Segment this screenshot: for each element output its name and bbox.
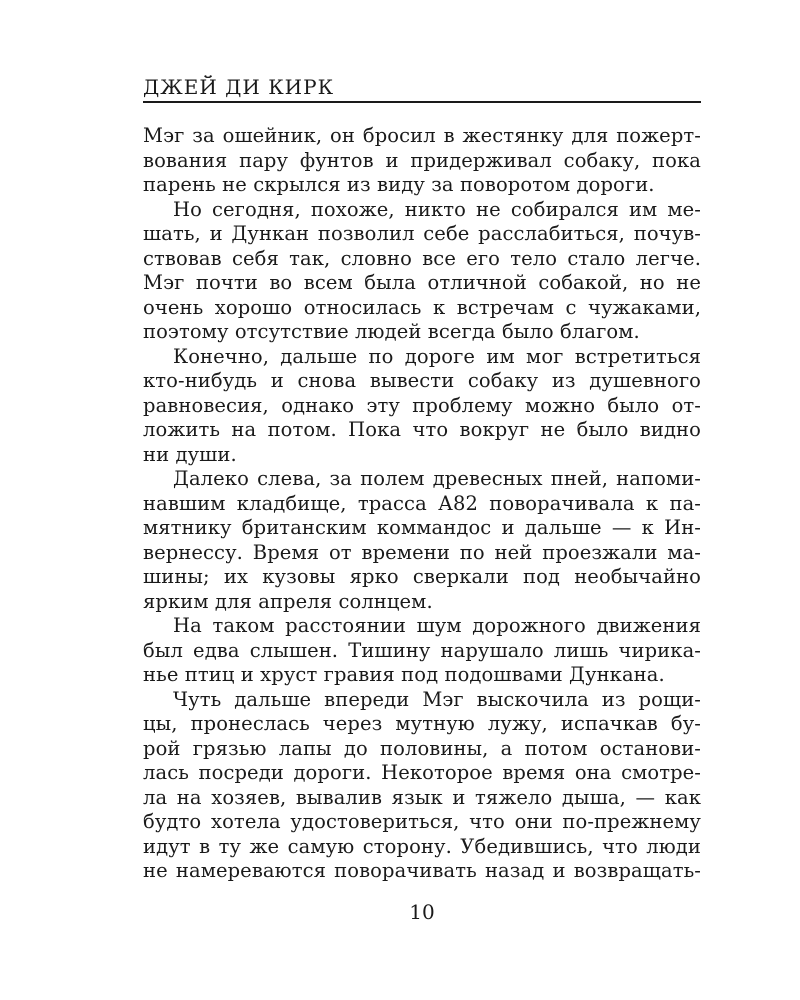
running-title: ДЖЕЙ ДИ КИРК: [143, 75, 335, 99]
text-line: На таком расстоянии шум дорожного движения: [173, 614, 701, 637]
text-line: Конечно, дальше по дороге им мог встретиться: [173, 344, 701, 368]
text-line: равновесия, однако эту проблему можно было от-: [143, 393, 701, 417]
text-line: ложить на потом. Пока что вокруг не было видно: [143, 418, 701, 441]
text-line: идут в ту же самую сторону. Убедившись, что люди: [143, 834, 701, 858]
text-line: поэтому отсутствие людей всегда было благом.: [143, 320, 640, 343]
text-line: рой грязью лапы до половины, а потом останови-: [143, 736, 701, 760]
text-line: вернессу. Время от времени по ней проезжали ма-: [143, 540, 701, 564]
text-line: Мэг за ошейник, он бросил в жестянку для пожерт-: [143, 124, 701, 147]
text-line: навшим кладбище, трасса А82 поворачивала к па-: [143, 491, 701, 515]
text-line: ла на хозяев, вывалив язык и тяжело дыша, — как: [143, 785, 701, 809]
text-line: шать, и Дункан позволил себе расслабиться, почув-: [143, 222, 701, 245]
text-line: будто хотела удостовериться, что они по-прежнему: [143, 810, 701, 833]
page-number: 10: [409, 900, 435, 924]
text-line: ствовав себя так, словно все его тело стало легче.: [143, 246, 701, 270]
text-line: шины; их кузовы ярко сверкали под необычайно: [143, 565, 701, 588]
text-line: ни души.: [143, 442, 237, 466]
text-line: мятнику британским коммандос и дальше — к Ин-: [143, 516, 701, 539]
text-line: не намереваются поворачивать назад и возвращать-: [143, 859, 701, 882]
text-line: Но сегодня, похоже, никто не собирался им ме-: [173, 197, 701, 221]
text-line: Далеко слева, за полем древесных пней, напоми-: [173, 467, 701, 490]
text-line: Мэг почти во всем была отличной собакой, но не: [143, 271, 701, 294]
text-line: вования пару фунтов и придерживал собаку, пока: [143, 148, 701, 172]
header-rule: [143, 101, 701, 103]
text-line: Чуть дальше впереди Мэг выскочила из рощи-: [173, 687, 701, 711]
text-line: был едва слышен. Тишину нарушало лишь чирика-: [143, 638, 701, 662]
text-line: ярким для апреля солнцем.: [143, 589, 433, 613]
text-line: лась посреди дороги. Некоторое время она смотре-: [143, 761, 701, 784]
text-line: очень хорошо относилась к встречам с чужаками,: [143, 295, 701, 319]
text-line: парень не скрылся из виду за поворотом дороги.: [143, 173, 655, 196]
text-line: кто-нибудь и снова вывести собаку из душевного: [143, 369, 701, 392]
body-text: [143, 124, 701, 884]
text-line: нье птиц и хруст гравия под подошвами Дункана.: [143, 663, 665, 686]
text-line: цы, пронеслась через мутную лужу, испачкав бу-: [143, 712, 701, 735]
